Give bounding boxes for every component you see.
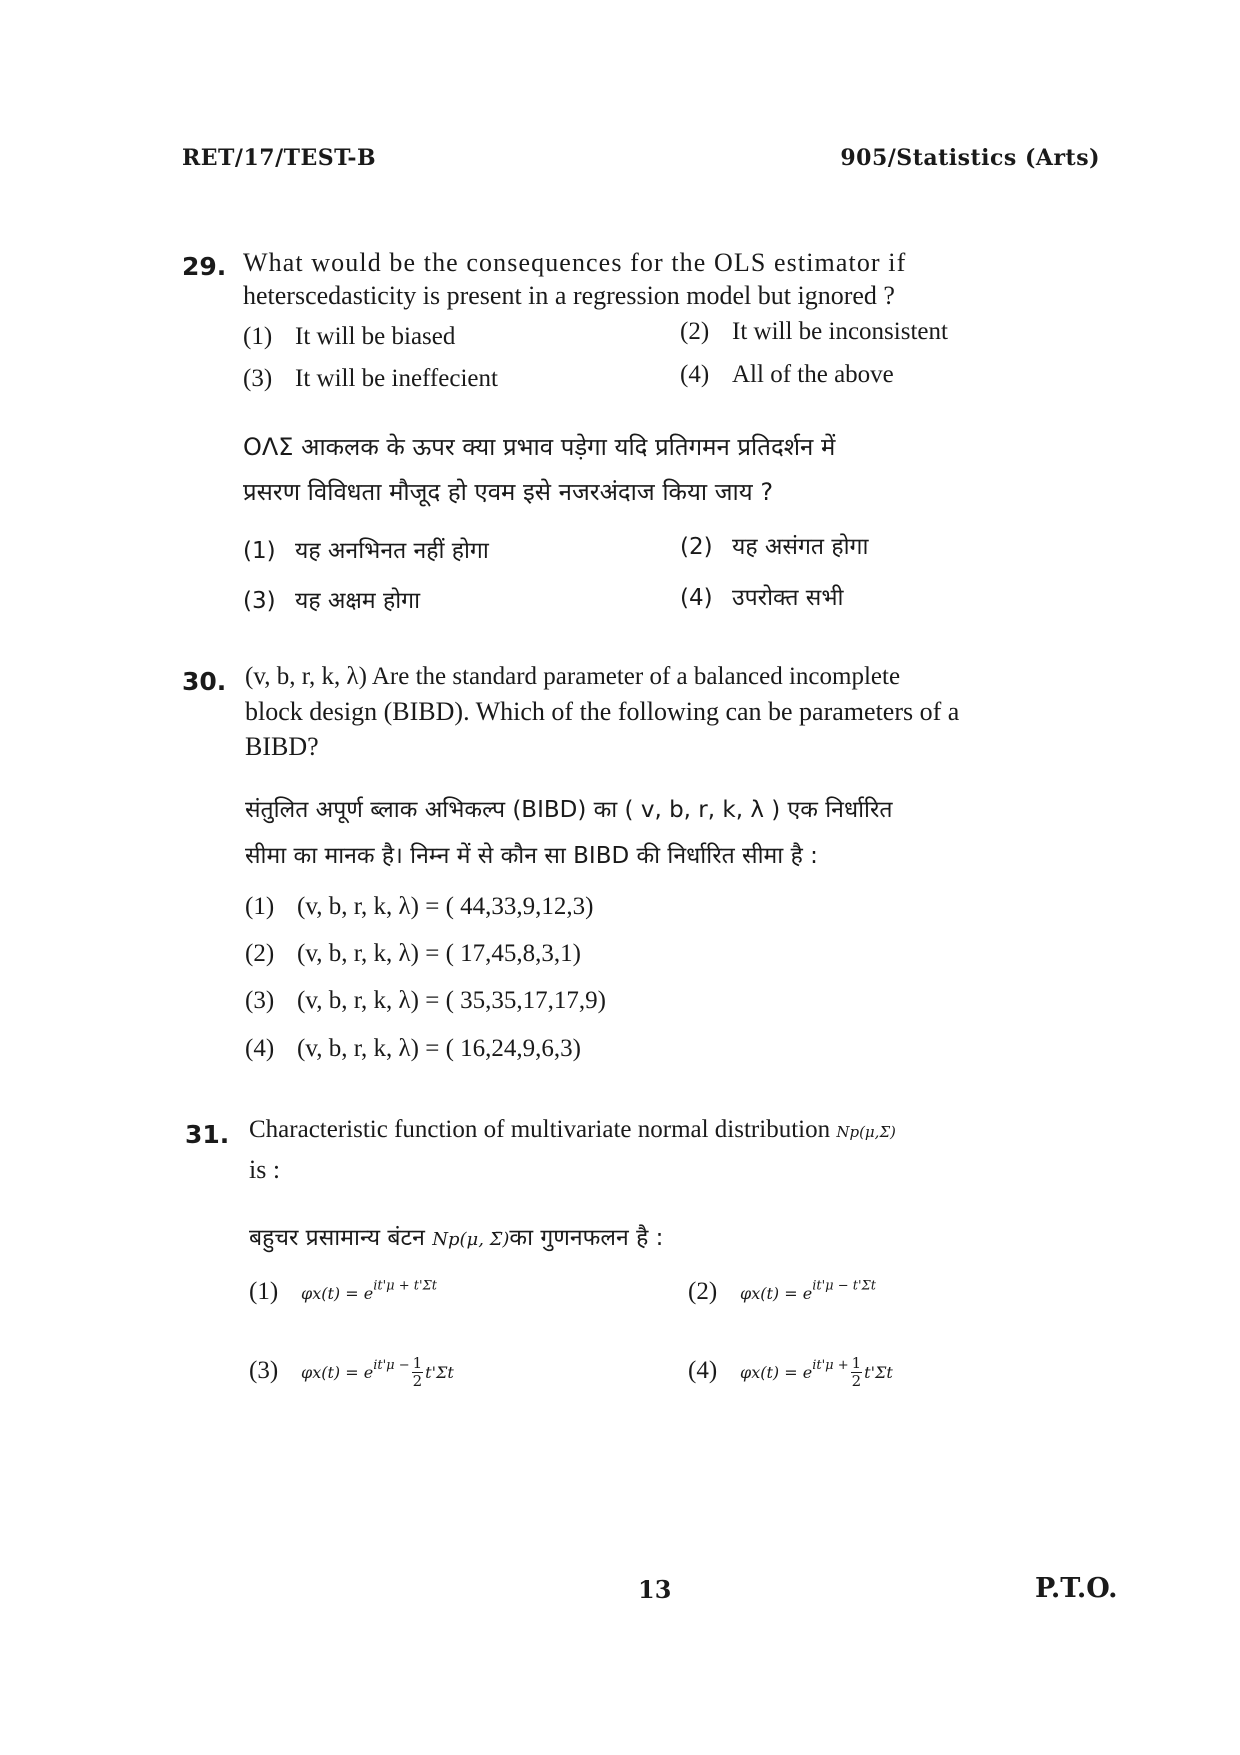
option-1: (1) (v, b, r, k, λ) = ( 44,33,9,12,3) [245, 893, 594, 920]
option-1: (1) It will be biased [243, 323, 456, 350]
question-text-line: What would be the consequences for the OLS estimator if [243, 248, 907, 277]
subject-header: 905/Statistics (Arts) [840, 145, 1100, 171]
fraction: $\frac{1}{2}$ [851, 1354, 862, 1390]
question-text-line: block design (BIBD). Which of the following can be parameters of a [245, 697, 960, 726]
option-4: (4) All of the above [680, 361, 894, 388]
pto-label: P.T.O. [1035, 1573, 1118, 1604]
question-text-hindi-line: सीमा का मानक है। निम्न में से कौन सा BIBD की निर्धारित सीमा है : [245, 843, 818, 869]
option-1: (1) $\varphi x(t) = e^{it'\mu + t'\Sigma t}$ [249, 1278, 437, 1305]
option-2: (2) It will be inconsistent [680, 318, 948, 345]
option-2: (2) (v, b, r, k, λ) = ( 17,45,8,3,1) [245, 940, 581, 967]
option-3: (3) It will be ineffecient [243, 365, 498, 392]
question-text-hindi-line: प्रसरण विविधता मौजूद हो एवम इसे नजरअंदाज किया जाय ? [243, 478, 774, 506]
question-text-line: is : [249, 1155, 281, 1184]
question-text-line: BIBD? [245, 732, 319, 761]
option-2-hindi: (2) यह असंगत होगा [680, 534, 869, 560]
distribution-symbol: Np(μ, Σ̄) [432, 1229, 510, 1250]
option-4: (4) $\varphi x(t) = e^{it'\mu +}$ $\frac{1}{2}$ t'Σt [688, 1354, 893, 1390]
distribution-symbol: Np(μ,Σ) [836, 1123, 896, 1141]
test-code-header: RET/17/TEST-B [182, 145, 377, 171]
page-number: 13 [638, 1575, 672, 1604]
option-1-hindi: (1) यह अनभिनत नहीं होगा [243, 538, 489, 564]
question-text-hindi-line: OΛΣ आकलक के ऊपर क्या प्रभाव पड़ेगा यदि प्रतिगमन प्रतिदर्शन में [243, 433, 836, 461]
option-4-hindi: (4) उपरोक्त सभी [680, 585, 844, 611]
fraction: $\frac{1}{2}$ [412, 1354, 423, 1390]
question-number: 29. [182, 252, 227, 281]
question-text-hindi-line: संतुलित अपूर्ण ब्लाक अभिकल्प (BIBD) का ( v, b, r, k, λ ) एक निर्धारित [245, 797, 893, 823]
question-text-line: Characteristic function of multivariate normal distribution Np(μ,Σ) [249, 1116, 896, 1143]
question-number: 31. [185, 1120, 230, 1149]
option-3: (3) (v, b, r, k, λ) = ( 35,35,17,17,9) [245, 987, 606, 1014]
question-number: 30. [182, 667, 227, 696]
question-text-hindi-line: बहुचर प्रसामान्य बंटन Np(μ, Σ̄)का गुणनफलन है : [249, 1225, 664, 1251]
option-4: (4) (v, b, r, k, λ) = ( 16,24,9,6,3) [245, 1035, 581, 1062]
question-text-line: heterscedasticity is present in a regression model but ignored ? [243, 281, 895, 310]
option-2: (2) $\varphi x(t) = e^{it'\mu - t'\Sigma t}$ [688, 1278, 876, 1305]
question-text-line: (v, b, r, k, λ) Are the standard parameter of a balanced incomplete [245, 663, 901, 690]
option-3: (3) $\varphi x(t) = e^{it'\mu -}$ $\frac{1}{2}$ t'Σt [249, 1354, 454, 1390]
option-3-hindi: (3) यह अक्षम होगा [243, 588, 421, 614]
